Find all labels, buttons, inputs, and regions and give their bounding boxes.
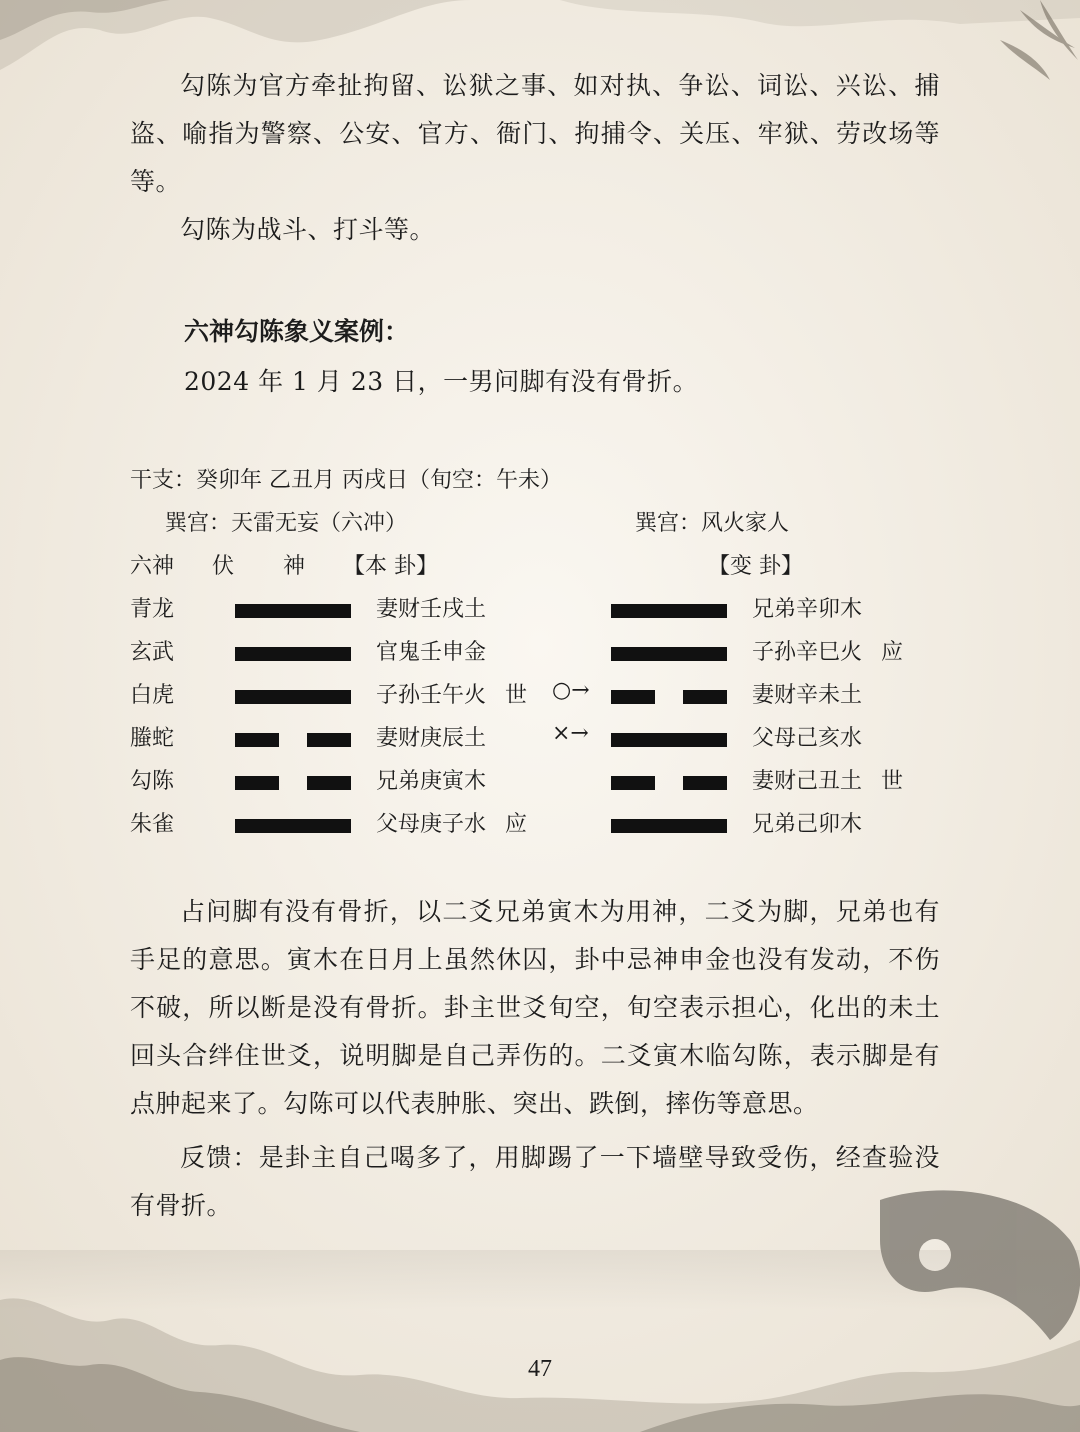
line-segment (307, 733, 351, 747)
ben-gua-line (235, 733, 351, 747)
line-segment (235, 647, 351, 661)
liushen-name: 勾陈 (130, 769, 175, 794)
section-heading: 六神勾陈象义案例： (184, 317, 410, 346)
ben-gua-label: 官鬼壬申金 (376, 640, 487, 665)
header-fu: 伏 (212, 554, 235, 579)
liushen-name: 青龙 (130, 597, 175, 622)
moving-line-marker: ×→ (552, 721, 589, 746)
bian-gua-line (611, 690, 727, 704)
line-segment (235, 604, 351, 618)
body-paragraph-2: 勾陈为战斗、打斗等。 (180, 215, 436, 244)
bian-gua-line (611, 733, 727, 747)
bian-gua-label: 兄弟辛卯木 (752, 597, 863, 622)
header-shen: 神 (283, 554, 306, 579)
liushen-name: 螣蛇 (130, 726, 175, 751)
ben-gua-marker: 应 (505, 812, 528, 837)
bian-gua-line (611, 819, 727, 833)
ben-gua-label: 父母庚子水 (376, 812, 487, 837)
header-liushen: 六神 (130, 554, 175, 579)
line-segment (611, 604, 727, 618)
ben-gua-label: 兄弟庚寅木 (376, 769, 487, 794)
bian-gua-line (611, 647, 727, 661)
moving-line-marker: ○→ (552, 678, 590, 703)
ganzhi-line: 干支：癸卯年 乙丑月 丙戌日（旬空：午未） (130, 468, 562, 493)
line-segment (611, 733, 727, 747)
bian-gua-line (611, 776, 727, 790)
ben-gua-label: 妻财庚辰土 (376, 726, 487, 751)
line-segment (611, 776, 655, 790)
ben-gua-line (235, 647, 351, 661)
bian-gua-label: 妻财己丑土 (752, 769, 863, 794)
line-segment (683, 776, 727, 790)
line-segment (235, 776, 279, 790)
feedback-paragraph: 反馈：是卦主自己喝多了，用脚踢了一下墙壁导致受伤，经查验没有骨折。 (130, 1143, 940, 1220)
liushen-name: 玄武 (130, 640, 175, 665)
ben-gua-line (235, 819, 351, 833)
bian-gua-marker: 世 (881, 769, 904, 794)
line-segment (611, 819, 727, 833)
case-date-line: 2024 年 1 月 23 日，一男问脚有没有骨折。 (184, 367, 699, 396)
bian-gua-label: 子孙辛巳火 (752, 640, 863, 665)
bian-gua-marker: 应 (881, 640, 904, 665)
liushen-name: 朱雀 (130, 812, 175, 837)
ben-gua-line (235, 690, 351, 704)
liushen-name: 白虎 (130, 683, 175, 708)
bian-gua-label: 妻财辛未土 (752, 683, 863, 708)
line-segment (683, 690, 727, 704)
header-biangua: 【变 卦】 (708, 554, 803, 579)
line-segment (235, 819, 351, 833)
bian-gua-label: 父母己亥水 (752, 726, 863, 751)
header-bengua: 【本 卦】 (343, 554, 438, 579)
bian-gua-line (611, 604, 727, 618)
right-palace-label: 巽宫：风火家人 (635, 511, 790, 536)
left-palace-label: 巽宫：天雷无妄（六冲） (165, 511, 408, 536)
ben-gua-line (235, 776, 351, 790)
bian-gua-label: 兄弟己卯木 (752, 812, 863, 837)
line-segment (235, 690, 351, 704)
line-segment (307, 776, 351, 790)
line-segment (235, 733, 279, 747)
line-segment (611, 690, 655, 704)
page-number: 47 (528, 1356, 552, 1382)
line-segment (611, 647, 727, 661)
ben-gua-line (235, 604, 351, 618)
body-paragraph-1: 勾陈为官方牵扯拘留、讼狱之事、如对执、争讼、词讼、兴讼、捕盗、喻指为警察、公安、官方、衙门、拘捕令、关压、牢狱、劳改场等等。 (130, 71, 940, 196)
analysis-paragraph: 占问脚有没有骨折，以二爻兄弟寅木为用神，二爻为脚，兄弟也有手足的意思。寅木在日月上虽然休囚，卦中忌神申金也没有发动，不伤不破，所以断是没有骨折。卦主世爻旬空，旬空表示担心，化出的未土回头合绊住世爻，说明脚是自己弄伤的。二爻寅木临勾陈，表示脚是有点肿起来了。勾陈可以代表肿胀、突出、跌倒，摔伤等意思。 (130, 897, 940, 1118)
ben-gua-marker: 世 (505, 683, 528, 708)
ben-gua-label: 子孙壬午火 (376, 683, 487, 708)
ben-gua-label: 妻财壬戌土 (376, 597, 487, 622)
